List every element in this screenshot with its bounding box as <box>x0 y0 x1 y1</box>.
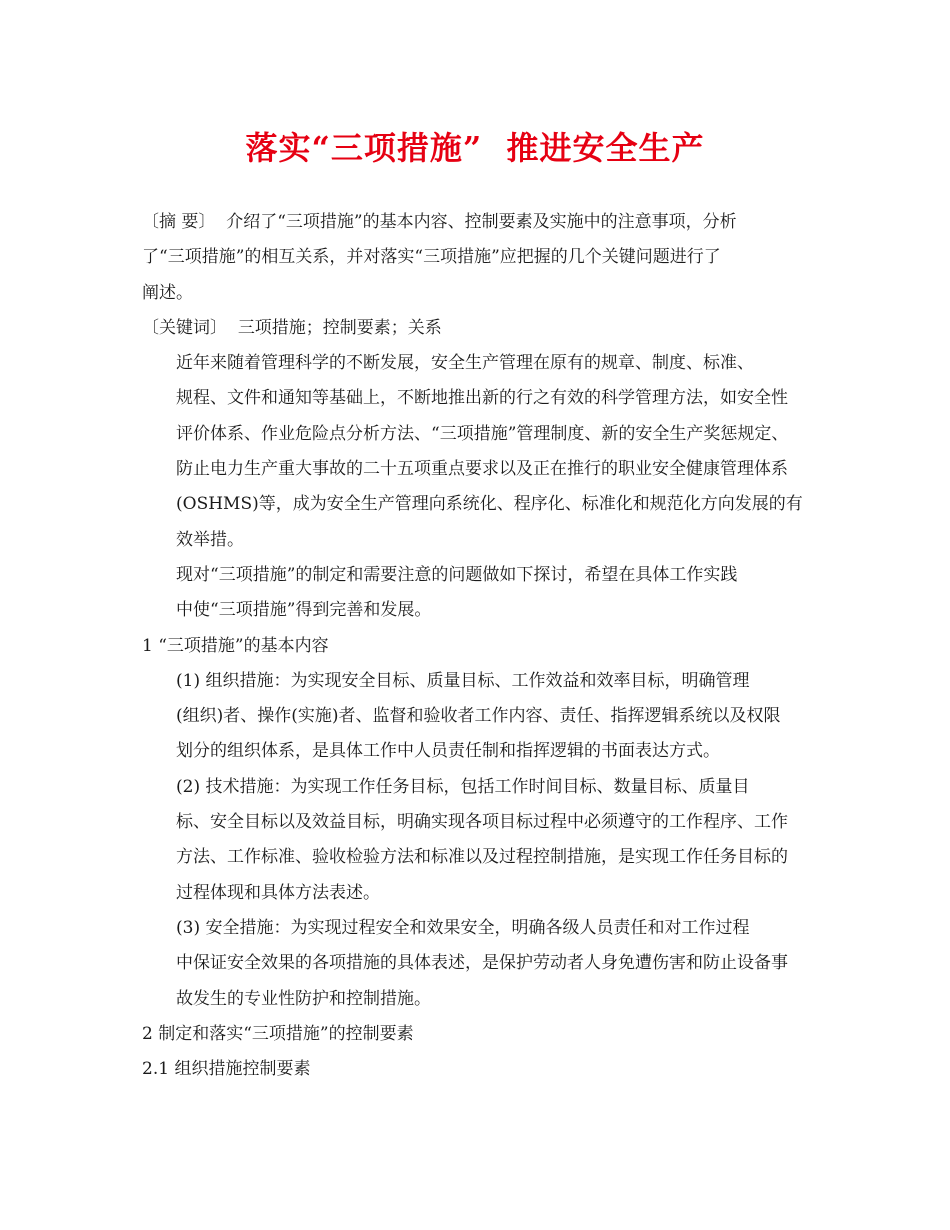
section-2-1-heading <box>142 1052 818 1087</box>
item-1-line-3: 划分的组织体系，是具体工作中人员责任制和指挥逻辑的书面表达方式。 <box>176 741 720 762</box>
intro-1-line-3: 评价体系、作业危险点分析方法、“三项措施”管理制度、新的安全生产奖惩规定、 <box>176 423 789 444</box>
intro-paragraph-2 <box>142 558 818 629</box>
section-2-1-heading-text: 2.1 组织措施控制要素 <box>142 1059 311 1080</box>
document-title: 落实“三项措施” 推进安全生产 <box>245 129 705 167</box>
intro-2-line-1: 现对“三项措施”的制定和需要注意的问题做如下探讨，希望在具体工作实践 <box>176 564 738 585</box>
item-2-line-1: (2) 技术措施：为实现工作任务目标，包括工作时间目标、数量目标、质量目 <box>176 776 750 797</box>
section-2-heading-text: 2 制定和落实“三项措施”的控制要素 <box>142 1023 414 1044</box>
intro-paragraph-1 <box>142 346 818 558</box>
keywords-paragraph <box>142 311 818 346</box>
item-3-line-3: 故发生的专业性防护和控制措施。 <box>176 988 431 1009</box>
keywords-text: 三项措施；控制要素；关系 <box>237 317 442 338</box>
item-3-line-1: (3) 安全措施：为实现过程安全和效果安全，明确各级人员责任和对工作过程 <box>176 917 750 938</box>
document-body <box>142 205 818 1087</box>
item-2-line-2: 标、安全目标以及效益目标，明确实现各项目标过程中必须遵守的工作程序、工作 <box>176 812 788 833</box>
abstract-text-line-1: 介绍了“三项措施”的基本内容、控制要素及实施中的注意事项，分析 <box>226 212 737 232</box>
section-2-heading <box>142 1017 818 1052</box>
item-2-line-4: 过程体现和具体方法表述。 <box>176 882 380 903</box>
item-2-paragraph <box>142 770 818 911</box>
item-3-paragraph <box>142 911 818 1017</box>
intro-1-line-4: 防止电力生产重大事故的二十五项重点要求以及正在推行的职业安全健康管理体系 <box>176 459 788 480</box>
abstract-paragraph <box>142 205 818 311</box>
item-3-line-2: 中保证安全效果的各项措施的具体表述，是保护劳动者人身免遭伤害和防止设备事 <box>176 953 788 974</box>
item-1-line-2: (组织)者、操作(实施)者、监督和验收者工作内容、责任、指挥逻辑系统以及权限 <box>176 706 781 727</box>
intro-2-line-2: 中使“三项措施”得到完善和发展。 <box>176 600 432 621</box>
abstract-label: 〔摘 要〕 <box>142 212 216 232</box>
item-1-paragraph <box>142 664 818 770</box>
item-2-line-3: 方法、工作标准、验收检验方法和标准以及过程控制措施，是实现工作任务目标的 <box>176 847 788 868</box>
item-1-line-1: (1) 组织措施：为实现安全目标、质量目标、工作效益和效率目标，明确管理 <box>176 670 750 691</box>
abstract-text-line-2: 了“三项措施”的相互关系，并对落实“三项措施”应把握的几个关键问题进行了 <box>142 247 721 268</box>
intro-1-line-6: 效举措。 <box>176 529 244 550</box>
abstract-text-line-3: 阐述。 <box>142 282 193 303</box>
section-1-heading <box>142 629 818 664</box>
intro-1-line-2: 规程、文件和通知等基础上，不断地推出新的行之有效的科学管理方法，如安全性 <box>176 388 788 409</box>
intro-1-line-1: 近年来随着管理科学的不断发展，安全生产管理在原有的规章、制度、标准、 <box>176 353 754 374</box>
keywords-line <box>142 311 818 346</box>
section-1-heading-text: 1 “三项措施”的基本内容 <box>142 635 329 656</box>
keywords-label: 〔关键词〕 <box>142 317 227 338</box>
intro-1-line-5: (OSHMS)等，成为安全生产管理向系统化、程序化、标准化和规范化方向发展的有 <box>176 494 803 515</box>
abstract-line-1 <box>142 205 818 240</box>
